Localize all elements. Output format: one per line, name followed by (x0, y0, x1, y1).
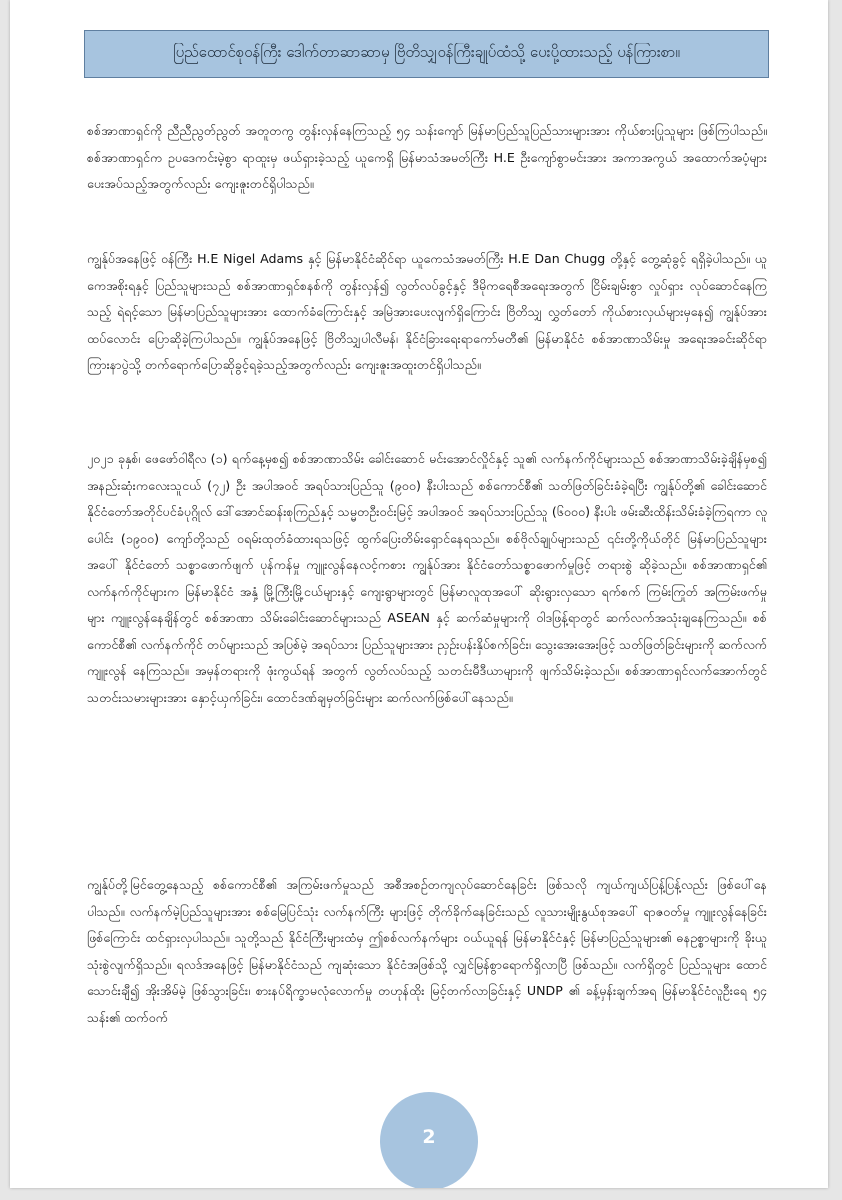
paragraph-3: ၂၀၂၁ ခုနှစ်၊ ဖေဖော်ဝါရီလ (၁) ရက်နေ့မှစ၍ စစ်အာဏာသိမ်း ခေါင်းဆောင် မင်းအောင်လှိုင်နှင့် သူ၏ လက်နက်ကိုင်များသည် စစ်အာဏာသိမ်းခဲ့ချိန်မှစ၍ အနည်းဆုံးကလေးသူငယ် (၇၂) ဦး အပါအဝင် အရပ်သားပြည်သူ (၉၀၀) နီးပါးသည် စစ်ကောင်စီ၏ သတ်ဖြတ်ခြင်းခံခဲ့ရပြီး ကျွန်ုပ်တို့၏ ခေါင်းဆောင် နိုင်ငံတော်အတိုင်ပင်ခံပုဂ္ဂိုလ် ဒေါ်အောင်ဆန်းစုကြည်နှင့် သမ္မတဦးဝင်းမြင့် အပါအဝင် အရပ်သားပြည်သူ (၆၀၀၀) နီးပါး ဖမ်းဆီးထိန်းသိမ်းခံခဲ့ကြရကာ လူပေါင်း (၁၉၀၀) ကျော်တို့သည် ဝရမ်းထုတ်ခံထားရသဖြင့် ထွက်ပြေးတိမ်းရှောင်နေရသည်။ စစ်ဗိုလ်ချုပ်များသည် ၎င်းတို့ကိုယ်တိုင် မြန်မာပြည်သူများအပေါ် နိုင်ငံတော် သစ္စာဖောက်ဖျက် ပုန်ကန်မှု ကျူးလွန်နေလင့်ကစား ကျွန်ုပ်အား နိုင်ငံတော်သစ္စာဖောက်မှုဖြင့် တရားစွဲ ဆိုခဲ့သည်။ စစ်အာဏာရှင်၏ လက်နက်ကိုင်များက မြန်မာနိုင်ငံ အနှံ့ မြို့ကြီးမြို့ငယ်များနှင့် ကျေးရွာများတွင် မြန်မာလူထုအပေါ် ဆိုးရွားလှသော ရက်စက် ကြမ်းကြုတ် အကြမ်းဖက်မှုများ ကျူးလွန်နေချိန်တွင် စစ်အာဏာ သိမ်းခေါင်းဆောင်များသည် ASEAN နှင့် ဆက်ဆံမှုများကို ဝါဒဖြန့်ရာတွင် ဆက်လက်အသုံးချနေကြသည်။ စစ်ကောင်စီ၏ လက်နက်ကိုင် တပ်များသည် အပြစ်မဲ့ အရပ်သား ပြည်သူများအား ညှဉ်းပန်းနှိပ်စက်ခြင်း၊ သွေးအေးအေးဖြင့် သတ်ဖြတ်ခြင်းများကို ဆက်လက်ကျူးလွန် နေကြသည်။ အမှန်တရားကို ဖုံးကွယ်ရန် အတွက် လွတ်လပ်သည့် သတင်းမီဒီယာများကို ဖျက်သိမ်းခဲ့သည်။ စစ်အာဏာရှင်လက်အောက်တွင် သတင်းသမားများအား နှောင့်ယှက်ခြင်း၊ ထောင်ဒဏ်ချမှတ်ခြင်းများ ဆက်လက်ဖြစ်ပေါ်နေသည်။ (87, 451, 767, 705)
page-number-badge (380, 1092, 478, 1188)
paragraph-1: စစ်အာဏာရှင်ကို ညီညီညွတ်ညွတ် အတူတကွ တွန်းလှန်နေကြသည့် ၅၄ သန်းကျော် မြန်မာပြည်သူပြည်သားများအား ကိုယ်စားပြုသူများ ဖြစ်ကြပါသည်။ စစ်အာဏာရှင်က ဥပဒေကင်းမဲ့စွာ ရာထူးမှ ဖယ်ရှားခဲ့သည့် ယူကေရှိ မြန်မာသံအမတ်ကြီး H.E ဦးကျော်စွာမင်းအား အကာအကွယ် အထောက်အပံ့များ ပေးအပ်သည့်အတွက်လည်း ကျေးဇူးတင်ရှိပါသည်။ (87, 123, 767, 191)
paragraph-2: ကျွန်ုပ်အနေဖြင့် ဝန်ကြီး H.E Nigel Adams နှင့် မြန်မာနိုင်ငံဆိုင်ရာ ယူကေသံအမတ်ကြီး H.E Dan Chugg တို့နှင့် တွေ့ဆုံခွင့် ရရှိခဲ့ပါသည်။ ယူကေအစိုးရနှင့် ပြည်သူများသည် စစ်အာဏာရှင်စနစ်ကို တွန်းလှန်၍ လွတ်လပ်ခွင့်နှင့် ဒီမိုကရေစီအရေးအတွက် ငြိမ်းချမ်းစွာ လှုပ်ရှား လုပ်ဆောင်နေကြသည့် ရဲရင့်သော မြန်မာပြည်သူများအား ထောက်ခံကြောင်းနှင့် အမြဲအားပေးလျက်ရှိကြောင်း ဗြိတိသျှ လွှတ်တော် ကိုယ်စားလှယ်များမှနေ၍ ကျွန်ုပ်အား ထပ်လောင်း ပြောဆိုခဲ့ကြပါသည်။ ကျွန်ုပ်အနေဖြင့် ဗြိတိသျှပါလီမန်၊ နိုင်ငံခြားရေးရာကော်မတီ၏ မြန်မာနိုင်ငံ စစ်အာဏာသိမ်းမှု အရေးအခင်းဆိုင်ရာ ကြားနာပွဲသို့ တက်ရောက်ပြောဆိုခွင့်ရခဲ့သည့်အတွက်လည်း ကျေးဇူးအထူးတင်ရှိပါသည်။ (87, 251, 767, 372)
document-title: ပြည်ထောင်စုဝန်ကြီး ဒေါက်တာဆာဆာမှ ဗြိတိသျှဝန်ကြီးချုပ်ထံသို့ ပေးပို့ထားသည့် ပန်ကြားစာ။ (173, 43, 680, 61)
document-page (10, 0, 828, 1188)
title-banner (84, 30, 769, 78)
paragraph-4: ကျွန်ုပ်တို့မြင်တွေ့နေသည့် စစ်ကောင်စီ၏ အကြမ်းဖက်မှုသည် အစီအစဉ်တကျလုပ်ဆောင်နေခြင်း ဖြစ်သလို ကျယ်ကျယ်ပြန့်ပြန့်လည်း ဖြစ်ပေါ်နေပါသည်။ လက်နက်မဲ့ပြည်သူများအား စစ်မြေပြင်သုံး လက်နက်ကြီး များဖြင့် တိုက်ခိုက်နေခြင်းသည် လူသားမျိုးနွယ်စုအပေါ် ရာဇဝတ်မှု ကျူးလွန်နေခြင်း ဖြစ်ကြောင်း ထင်ရှားလှပါသည်။ သူတို့သည် နိုင်ငံကြီးများထံမှ ဤစစ်လက်နက်များ ဝယ်ယူရန် မြန်မာနိုင်ငံနှင့် မြန်မာပြည်သူများ၏ ဓနဥစ္စာများကို ခိုးယူသုံးစွဲလျက်ရှိသည်။ ရလဒ်အနေဖြင့် မြန်မာနိုင်ငံသည် ကျဆုံးသော နိုင်ငံအဖြစ်သို့ လျှင်မြန်စွာရောက်ရှိလာပြီ ဖြစ်သည်။ လက်ရှိတွင် ပြည်သူများ ထောင်သောင်းချီ၍ အိုးအိမ်မဲ့ ဖြစ်သွားခြင်း၊ စားနပ်ရိက္ခာမလုံလောက်မှု တဟုန်ထိုး မြင့်တက်လာခြင်းနှင့် UNDP ၏ ခန့်မှန်းချက်အရ မြန်မာနိုင်ငံလူဦးရေ ၅၄ သန်း၏ ထက်ဝက် (87, 877, 767, 1025)
page-number: 2 (422, 1126, 436, 1148)
